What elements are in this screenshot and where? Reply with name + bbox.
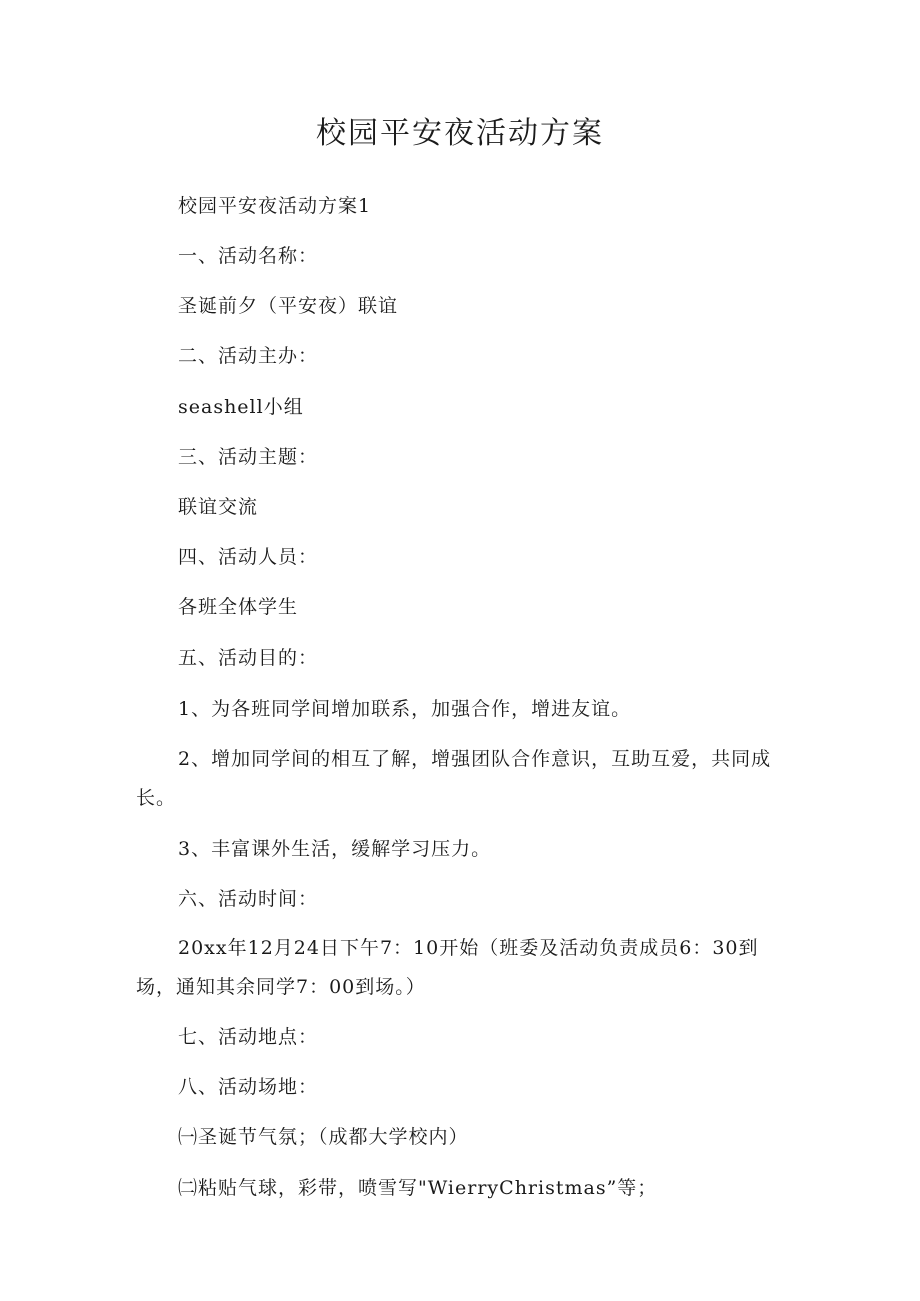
paragraph-purpose-3: 3、丰富课外生活，缓解学习压力。: [178, 838, 492, 860]
paragraph-activity-name: 圣诞前夕（平安夜）联谊: [178, 295, 399, 317]
heading-time: 六、活动时间：: [178, 888, 319, 910]
paragraph-purpose-2-line-2: 长。: [136, 787, 177, 809]
heading-activity-name: 一、活动名称：: [178, 245, 319, 267]
heading-organizer: 二、活动主办：: [178, 345, 319, 367]
heading-venue: 八、活动场地：: [178, 1076, 319, 1098]
paragraph-time-line-1: 20xx年12月24日下午7：10开始（班委及活动负责成员6：30到: [178, 937, 759, 959]
paragraph-theme: 联谊交流: [178, 496, 259, 518]
paragraph-time-line-2: 场，通知其余同学7：00到场。）: [136, 976, 426, 998]
paragraph-venue-2: ㈡粘贴气球，彩带，喷雪写"WierryChristmas”等；: [178, 1177, 658, 1199]
document-title: 校园平安夜活动方案: [316, 116, 604, 151]
heading-participants: 四、活动人员：: [178, 546, 319, 568]
paragraph-organizer: seashell小组: [178, 396, 304, 418]
paragraph-venue-1: ㈠圣诞节气氛；（成都大学校内）: [178, 1126, 469, 1148]
section-heading: 校园平安夜活动方案1: [178, 195, 372, 217]
paragraph-purpose-2-line-1: 2、增加同学间的相互了解，增强团队合作意识，互助互爱，共同成: [178, 748, 772, 770]
paragraph-participants: 各班全体学生: [178, 596, 299, 618]
heading-location: 七、活动地点：: [178, 1026, 319, 1048]
heading-theme: 三、活动主题：: [178, 446, 319, 468]
paragraph-purpose-1: 1、为各班同学间增加联系，加强合作，增进友谊。: [178, 698, 632, 720]
heading-purpose: 五、活动目的：: [178, 647, 319, 669]
